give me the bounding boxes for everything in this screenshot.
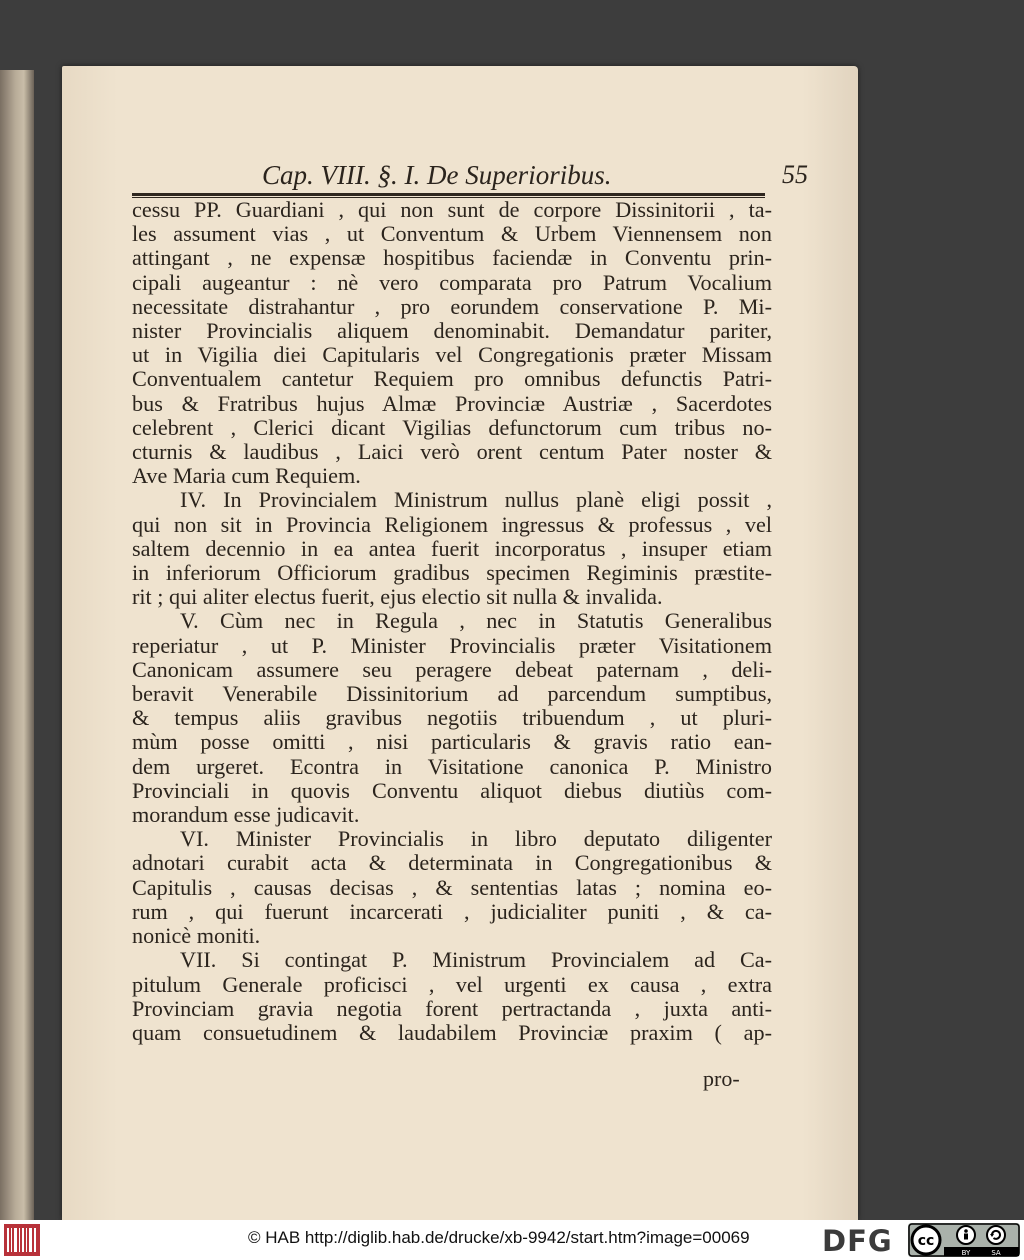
text-line: necessitate distrahantur , pro eorundem conservatione P. Mi-	[132, 293, 772, 319]
viewer-footer	[0, 1220, 1024, 1260]
text-line: pitulum Generale proficisci , vel urgenti ex causa , extra	[132, 971, 772, 997]
text-line: VI. Minister Provincialis in libro deputato diligenter	[180, 826, 772, 852]
text-line: in inferiorum Officiorum gradibus specimen Regiminis præstite-	[132, 560, 772, 586]
left-page-edge	[0, 70, 34, 1220]
svg-text:SA: SA	[991, 1249, 1001, 1257]
text-line: rum , qui fuerunt incarcerati , judicialiter puniti , & ca-	[132, 898, 772, 924]
text-line: dem urgeret. Econtra in Visitatione canonica P. Ministro	[132, 753, 772, 779]
book-page	[62, 66, 858, 1220]
text-line: VII. Si contingat P. Ministrum Provincialem ad Ca-	[180, 947, 772, 973]
text-line: IV. In Provincialem Ministrum nullus planè eligi possit ,	[180, 487, 772, 513]
text-line: Provinciali in quovis Conventu aliquot diebus diutiùs com-	[132, 777, 772, 803]
text-line: qui non sit in Provincia Religionem ingressus & professus , vel	[132, 511, 772, 537]
text-line: saltem decennio in ea antea fuerit incorporatus , insuper etiam	[132, 535, 772, 561]
text-line: quam consuetudinem & laudabilem Provinciæ praxim ( ap-	[132, 1019, 772, 1045]
text-line: Ave Maria cum Requiem.	[132, 463, 361, 489]
header-title: Cap. VIII. §. I. De Superioribus.	[262, 160, 612, 190]
text-line: V. Cùm nec in Regula , nec in Statutis Generalibus	[180, 608, 772, 634]
text-line: & tempus aliis gravibus negotiis tribuendum , ut pluri-	[132, 705, 772, 731]
text-line: mùm posse omitti , nisi particularis & gravis ratio ean-	[132, 729, 772, 755]
page-number: 55	[782, 160, 808, 189]
text-line: cturnis & laudibus , Laici verò orent centum Pater noster &	[132, 439, 772, 465]
header-rule	[132, 193, 765, 196]
text-line: Conventualem cantetur Requiem pro omnibus defunctis Patri-	[132, 366, 772, 392]
body-text	[132, 198, 772, 1045]
text-line: Provinciam gravia negotia forent pertractanda , juxta anti-	[132, 995, 772, 1021]
text-line: nonicè moniti.	[132, 923, 261, 949]
text-line: les assument vias , ut Conventum & Urbem Viennensem non	[132, 221, 772, 247]
catchword: pro-	[703, 1066, 740, 1091]
text-line: beravit Venerabile Dissinitorium ad parcendum sumptibus,	[132, 681, 772, 707]
svg-text:cc: cc	[917, 1233, 935, 1249]
text-line: ut in Vigilia diei Capitularis vel Congregationis præter Missam	[132, 342, 772, 368]
text-line: bus & Fratribus hujus Almæ Provinciæ Austriæ , Sacerdotes	[132, 390, 772, 416]
text-line: reperiatur , ut P. Minister Provincialis præter Visitationem	[132, 632, 772, 658]
text-line: attingant , ne expensæ hospitibus faciendæ in Conventu prin-	[132, 245, 772, 271]
text-line: celebrent , Clerici dicant Vigilias defunctorum cum tribus no-	[132, 414, 772, 440]
text-line: cessu PP. Guardiani , qui non sunt de corpore Dissinitorii , ta-	[132, 197, 772, 222]
text-line: rit ; qui aliter electus fuerit, ejus electio sit nulla & invalida.	[132, 584, 663, 610]
svg-text:BY: BY	[961, 1249, 971, 1257]
text-line: adnotari curabit acta & determinata in Congregationibus &	[132, 850, 772, 876]
text-line: morandum esse judicavit.	[132, 802, 360, 828]
cc-by-sa-icon	[908, 1223, 1020, 1257]
running-header	[132, 156, 808, 196]
text-line: Capitulis , causas decisas , & sententias latas ; nomina eo-	[132, 874, 772, 900]
text-line: Canonicam assumere seu peragere debeat paternam , deli-	[132, 656, 772, 682]
text-line: nister Provincialis aliquem denominabit. Demandatur pariter,	[132, 318, 772, 344]
footer-source-link[interactable]: © HAB http://diglib.hab.de/drucke/xb-9942/start.htm?image=00069	[248, 1228, 750, 1247]
barcode-icon	[4, 1224, 40, 1256]
text-line: cipali augeantur : nè vero comparata pro Patrum Vocalium	[132, 269, 772, 295]
dfg-logo: DFG	[822, 1224, 893, 1258]
